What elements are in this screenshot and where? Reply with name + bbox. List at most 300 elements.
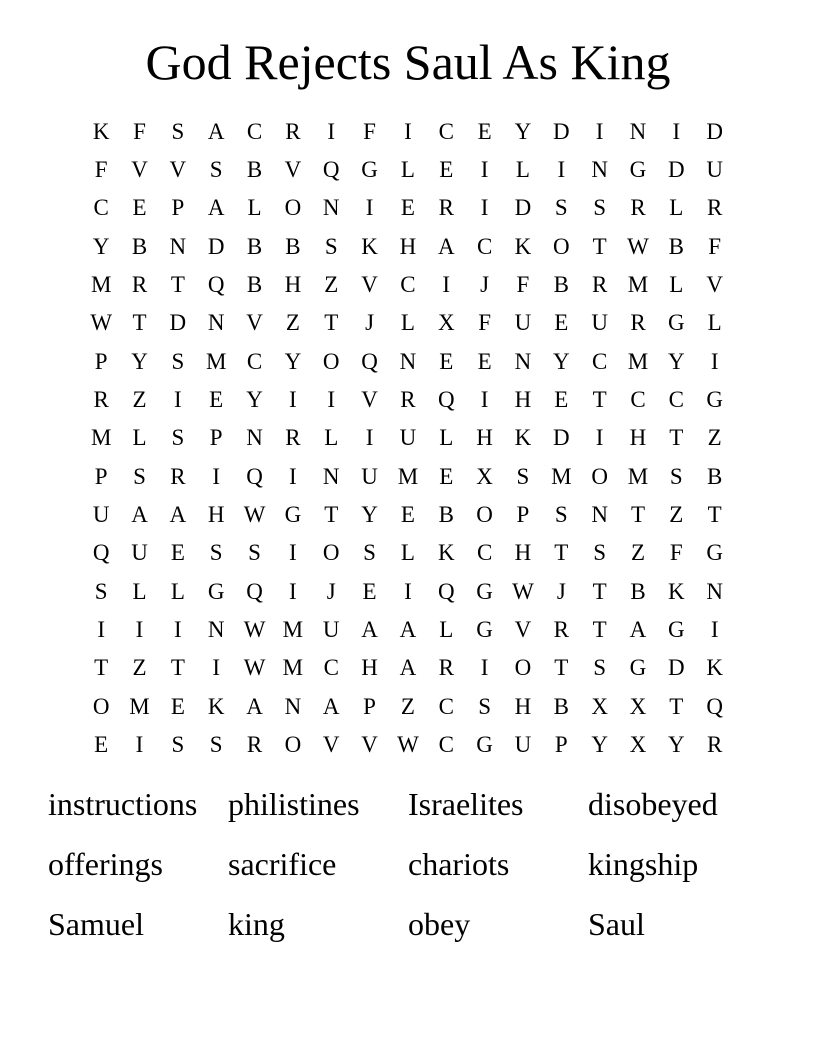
grid-letter: F (94, 157, 108, 183)
grid-letter: M (397, 463, 419, 489)
grid-letter: L (669, 195, 684, 221)
grid-letter: T (132, 310, 147, 336)
grid-letter: B (246, 272, 263, 298)
grid-letter: I (135, 617, 144, 643)
grid-letter: Q (361, 348, 378, 374)
grid-letter: T (554, 540, 569, 566)
grid-letter: A (399, 655, 417, 681)
grid-letter: E (362, 578, 377, 604)
grid-letter: V (514, 617, 532, 643)
word-list-item: offerings (48, 846, 163, 882)
grid-letter: R (630, 310, 646, 336)
grid-letter: S (94, 578, 108, 604)
grid-letter: I (595, 118, 604, 144)
grid-letter: Y (591, 732, 608, 758)
grid-letter: J (480, 272, 490, 298)
grid-letter: B (438, 502, 454, 528)
grid-letter: U (361, 463, 378, 489)
grid-letter: R (591, 272, 608, 298)
word-list-item: disobeyed (588, 786, 718, 822)
grid-letter: K (514, 233, 532, 259)
grid-letter: M (90, 272, 112, 298)
grid-letter: H (284, 272, 302, 298)
grid-letter: I (135, 732, 144, 758)
grid-letter: S (363, 540, 376, 566)
grid-letter: M (551, 463, 572, 489)
grid-letter: X (629, 732, 647, 758)
grid-letter: M (627, 272, 649, 298)
grid-letter: E (170, 693, 185, 719)
grid-letter: A (207, 195, 225, 221)
grid-letter: O (322, 348, 340, 374)
grid-letter: Z (132, 387, 147, 413)
grid-letter: A (629, 617, 647, 643)
grid-letter: U (399, 425, 417, 451)
grid-letter: K (437, 540, 455, 566)
grid-letter: Q (322, 157, 340, 183)
word-list-item: Saul (588, 906, 645, 942)
grid-letter: I (212, 655, 221, 681)
grid-letter: H (629, 425, 647, 451)
grid-letter: N (706, 578, 723, 604)
grid-letter: C (476, 540, 493, 566)
grid-letter: Z (707, 425, 722, 451)
grid-letter: S (171, 732, 185, 758)
grid-letter: H (207, 502, 225, 528)
grid-letter: Q (246, 463, 263, 489)
grid-letter: W (512, 578, 534, 604)
grid-letter: A (322, 693, 340, 719)
grid-letter: H (514, 540, 532, 566)
word-list-item: king (228, 906, 285, 942)
grid-letter: M (282, 617, 304, 643)
grid-letter: N (514, 348, 532, 374)
grid-letter: E (477, 118, 492, 144)
grid-letter: C (438, 693, 454, 719)
grid-letter: S (324, 233, 338, 259)
grid-letter: L (400, 540, 415, 566)
grid-letter: K (92, 118, 110, 144)
grid-letter: N (399, 348, 417, 374)
grid-letter: S (209, 732, 223, 758)
grid-letter: H (476, 425, 493, 451)
grid-letter: O (476, 502, 493, 528)
grid-letter: K (668, 578, 685, 604)
grid-letter: A (207, 118, 225, 144)
grid-letter: I (480, 157, 489, 183)
word-list-item: kingship (588, 846, 699, 882)
grid-letter: N (591, 157, 608, 183)
grid-letter: B (553, 693, 569, 719)
grid-letter: L (324, 425, 339, 451)
grid-letter: N (629, 118, 647, 144)
grid-letter: S (171, 118, 185, 144)
grid-letter: G (476, 617, 493, 643)
letter-grid (82, 112, 734, 764)
grid-letter: G (706, 387, 723, 413)
grid-letter: U (591, 310, 608, 336)
grid-letter: C (591, 348, 608, 374)
grid-letter: W (243, 502, 266, 528)
grid-letter: N (322, 463, 340, 489)
word-list-item: obey (408, 906, 471, 942)
grid-letter: I (327, 118, 336, 144)
grid-letter: C (246, 118, 263, 144)
grid-letter: R (285, 425, 301, 451)
grid-letter: T (592, 578, 607, 604)
grid-letter: K (207, 693, 225, 719)
grid-letter: F (478, 310, 491, 336)
grid-letter: I (404, 578, 412, 604)
grid-letter: I (289, 578, 297, 604)
grid-letter: I (480, 387, 489, 413)
grid-letter: B (131, 233, 148, 259)
grid-letter: O (284, 195, 302, 221)
grid-letter: E (439, 348, 454, 374)
grid-letter: U (92, 502, 110, 528)
grid-letter: X (437, 310, 455, 336)
grid-letter: Y (514, 118, 532, 144)
grid-letter: Q (92, 540, 110, 566)
grid-letter: R (630, 195, 646, 221)
grid-letter: Y (552, 348, 570, 374)
grid-letter: P (94, 463, 108, 489)
grid-letter: O (322, 540, 340, 566)
grid-letter: P (94, 348, 108, 374)
grid-letter: T (669, 693, 684, 719)
grid-letter: Z (285, 310, 300, 336)
grid-letter: M (282, 655, 304, 681)
grid-letter: I (327, 387, 336, 413)
grid-letter: L (439, 425, 454, 451)
grid-letter: Y (246, 387, 263, 413)
grid-letter: H (399, 233, 417, 259)
word-list-item: philistines (228, 786, 360, 822)
grid-letter: R (707, 195, 723, 221)
grid-letter: I (557, 157, 566, 183)
grid-letter: Q (207, 272, 225, 298)
grid-letter: E (477, 348, 492, 374)
grid-letter: S (171, 348, 185, 374)
grid-letter: N (207, 310, 225, 336)
grid-letter: G (668, 617, 685, 643)
grid-letter: L (170, 578, 185, 604)
grid-letter: Z (400, 693, 415, 719)
grid-letter: E (132, 195, 147, 221)
grid-letter: S (554, 195, 568, 221)
grid-letter: S (669, 463, 683, 489)
word-list-item: chariots (408, 846, 510, 882)
grid-letter: Q (437, 578, 455, 604)
grid-letter: S (593, 655, 607, 681)
grid-letter: B (553, 272, 569, 298)
puzzle-title: God Rejects Saul As King (145, 34, 671, 90)
grid-letter: S (209, 540, 223, 566)
grid-letter: T (170, 655, 185, 681)
grid-letter: S (171, 425, 185, 451)
grid-letter: I (174, 617, 182, 643)
grid-letter: M (129, 693, 150, 719)
grid-letter: I (595, 425, 604, 451)
grid-letter: N (591, 502, 608, 528)
grid-letter: L (132, 425, 147, 451)
grid-letter: M (627, 348, 649, 374)
grid-letter: H (514, 387, 532, 413)
grid-letter: R (131, 272, 148, 298)
grid-letter: I (442, 272, 451, 298)
grid-letter: L (247, 195, 262, 221)
grid-letter: E (439, 157, 454, 183)
grid-letter: L (439, 617, 454, 643)
grid-letter: U (131, 540, 148, 566)
grid-letter: W (627, 233, 649, 259)
grid-letter: G (629, 157, 647, 183)
grid-letter: O (92, 693, 110, 719)
grid-letter: R (285, 118, 301, 144)
grid-letter: C (438, 118, 454, 144)
grid-letter: T (170, 272, 185, 298)
grid-letter: G (668, 310, 685, 336)
grid-letter: V (361, 387, 378, 413)
grid-letter: F (708, 233, 722, 259)
grid-letter: G (361, 157, 378, 183)
grid-letter: M (205, 348, 227, 374)
grid-letter: O (514, 655, 532, 681)
grid-letter: T (324, 310, 339, 336)
grid-letter: D (668, 157, 685, 183)
grid-letter: W (243, 617, 266, 643)
grid-letter: R (93, 387, 109, 413)
grid-letter: A (361, 617, 378, 643)
grid-letter: K (514, 425, 532, 451)
grid-letter: H (514, 693, 532, 719)
grid-letter: G (706, 540, 723, 566)
grid-letter: L (400, 157, 415, 183)
grid-letter: M (627, 463, 649, 489)
grid-letter: X (476, 463, 493, 489)
grid-letter: O (591, 463, 608, 489)
grid-letter: Z (630, 540, 646, 566)
grid-letter: L (707, 310, 722, 336)
grid-letter: C (400, 272, 416, 298)
grid-letter: J (326, 578, 336, 604)
grid-letter: B (668, 233, 684, 259)
grid-letter: L (132, 578, 147, 604)
grid-letter: I (480, 655, 489, 681)
grid-letter: V (322, 732, 340, 758)
grid-letter: F (363, 118, 376, 144)
grid-letter: N (246, 425, 263, 451)
grid-letter: V (361, 272, 378, 298)
grid-letter: P (516, 502, 530, 528)
grid-letter: I (289, 463, 297, 489)
grid-letter: L (400, 310, 415, 336)
grid-letter: I (289, 387, 297, 413)
word-list-item: sacrifice (228, 846, 337, 882)
grid-letter: Y (92, 233, 110, 259)
grid-letter: V (169, 157, 187, 183)
grid-letter: A (437, 233, 455, 259)
grid-letter: E (170, 540, 185, 566)
grid-letter: R (400, 387, 416, 413)
grid-letter: A (246, 693, 263, 719)
word-list-item: instructions (48, 786, 198, 822)
grid-letter: F (516, 272, 530, 298)
grid-letter: T (592, 617, 607, 643)
grid-letter: I (174, 387, 182, 413)
grid-letter: B (630, 578, 646, 604)
grid-letter: T (630, 502, 646, 528)
grid-letter: N (207, 617, 225, 643)
grid-letter: X (629, 693, 647, 719)
grid-letter: A (131, 502, 148, 528)
grid-letter: B (246, 233, 263, 259)
grid-letter: I (672, 118, 681, 144)
grid-letter: W (243, 655, 266, 681)
grid-letter: D (207, 233, 225, 259)
grid-letter: I (710, 348, 719, 374)
grid-letter: T (707, 502, 722, 528)
grid-letter: X (591, 693, 608, 719)
grid-letter: N (284, 693, 302, 719)
grid-letter: I (404, 118, 412, 144)
grid-letter: R (170, 463, 186, 489)
grid-letter: C (246, 348, 263, 374)
grid-letter: B (246, 157, 263, 183)
grid-letter: R (246, 732, 263, 758)
word-list (48, 774, 768, 954)
grid-letter: I (365, 195, 374, 221)
grid-letter: F (669, 540, 683, 566)
grid-letter: L (515, 157, 530, 183)
grid-letter: I (480, 195, 489, 221)
grid-letter: A (169, 502, 187, 528)
grid-letter: Z (324, 272, 339, 298)
grid-letter: K (706, 655, 723, 681)
grid-letter: R (438, 655, 454, 681)
grid-letter: D (706, 118, 723, 144)
grid-letter: P (171, 195, 185, 221)
grid-letter: S (248, 540, 261, 566)
grid-letter: Y (131, 348, 148, 374)
grid-letter: D (514, 195, 532, 221)
grid-letter: C (93, 195, 109, 221)
grid-letter: S (209, 157, 223, 183)
grid-letter: J (365, 310, 375, 336)
grid-letter: D (169, 310, 187, 336)
grid-letter: I (289, 540, 297, 566)
grid-letter: T (324, 502, 339, 528)
grid-letter: C (438, 732, 454, 758)
grid-letter: D (552, 425, 570, 451)
grid-letter: S (133, 463, 146, 489)
grid-letter: K (361, 233, 378, 259)
grid-letter: C (476, 233, 493, 259)
grid-letter: N (322, 195, 340, 221)
grid-letter: E (400, 195, 415, 221)
grid-letter: A (399, 617, 417, 643)
grid-letter: P (554, 732, 568, 758)
grid-letter: V (706, 272, 723, 298)
grid-letter: B (707, 463, 723, 489)
grid-letter: T (592, 233, 607, 259)
grid-letter: E (209, 387, 224, 413)
grid-letter: R (553, 617, 569, 643)
grid-letter: S (593, 540, 607, 566)
grid-letter: N (169, 233, 187, 259)
grid-letter: C (323, 655, 339, 681)
grid-letter: Y (284, 348, 302, 374)
grid-letter: F (133, 118, 146, 144)
grid-letter: W (397, 732, 419, 758)
grid-letter: Q (246, 578, 263, 604)
grid-letter: G (207, 578, 225, 604)
grid-letter: Y (668, 732, 685, 758)
grid-letter: O (552, 233, 570, 259)
grid-letter: Z (132, 655, 147, 681)
grid-letter: T (554, 655, 569, 681)
grid-letter: D (552, 118, 570, 144)
grid-letter: D (668, 655, 685, 681)
grid-letter: S (478, 693, 491, 719)
grid-letter: V (246, 310, 263, 336)
grid-letter: H (361, 655, 378, 681)
grid-letter: J (556, 578, 566, 604)
grid-letter: V (131, 157, 148, 183)
word-list-item: Samuel (48, 906, 144, 942)
grid-letter: R (707, 732, 723, 758)
grid-letter: S (593, 195, 607, 221)
grid-letter: B (285, 233, 301, 259)
grid-letter: G (284, 502, 302, 528)
grid-letter: I (365, 425, 374, 451)
grid-letter: E (400, 502, 415, 528)
grid-letter: M (90, 425, 112, 451)
grid-letter: I (710, 617, 719, 643)
grid-letter: G (629, 655, 647, 681)
grid-letter: O (284, 732, 302, 758)
grid-letter: Q (437, 387, 455, 413)
grid-letter: I (212, 463, 221, 489)
grid-letter: T (669, 425, 684, 451)
grid-letter: W (90, 310, 113, 336)
grid-letter: G (476, 732, 493, 758)
grid-letter: E (554, 387, 569, 413)
grid-letter: U (322, 617, 340, 643)
grid-letter: S (516, 463, 530, 489)
grid-letter: U (706, 157, 723, 183)
grid-letter: V (284, 157, 302, 183)
grid-letter: G (476, 578, 493, 604)
grid-letter: E (94, 732, 109, 758)
word-list-item: Israelites (408, 786, 524, 822)
grid-letter: P (209, 425, 223, 451)
grid-letter: Q (706, 693, 723, 719)
grid-letter: P (363, 693, 376, 719)
grid-letter: L (669, 272, 684, 298)
grid-letter: V (361, 732, 378, 758)
grid-letter: Y (361, 502, 378, 528)
grid-letter: E (439, 463, 454, 489)
grid-letter: T (592, 387, 607, 413)
grid-letter: S (554, 502, 568, 528)
grid-letter: E (554, 310, 569, 336)
grid-letter: C (630, 387, 646, 413)
grid-letter: C (668, 387, 684, 413)
grid-letter: I (97, 617, 105, 643)
grid-letter: R (438, 195, 454, 221)
grid-letter: U (514, 310, 532, 336)
